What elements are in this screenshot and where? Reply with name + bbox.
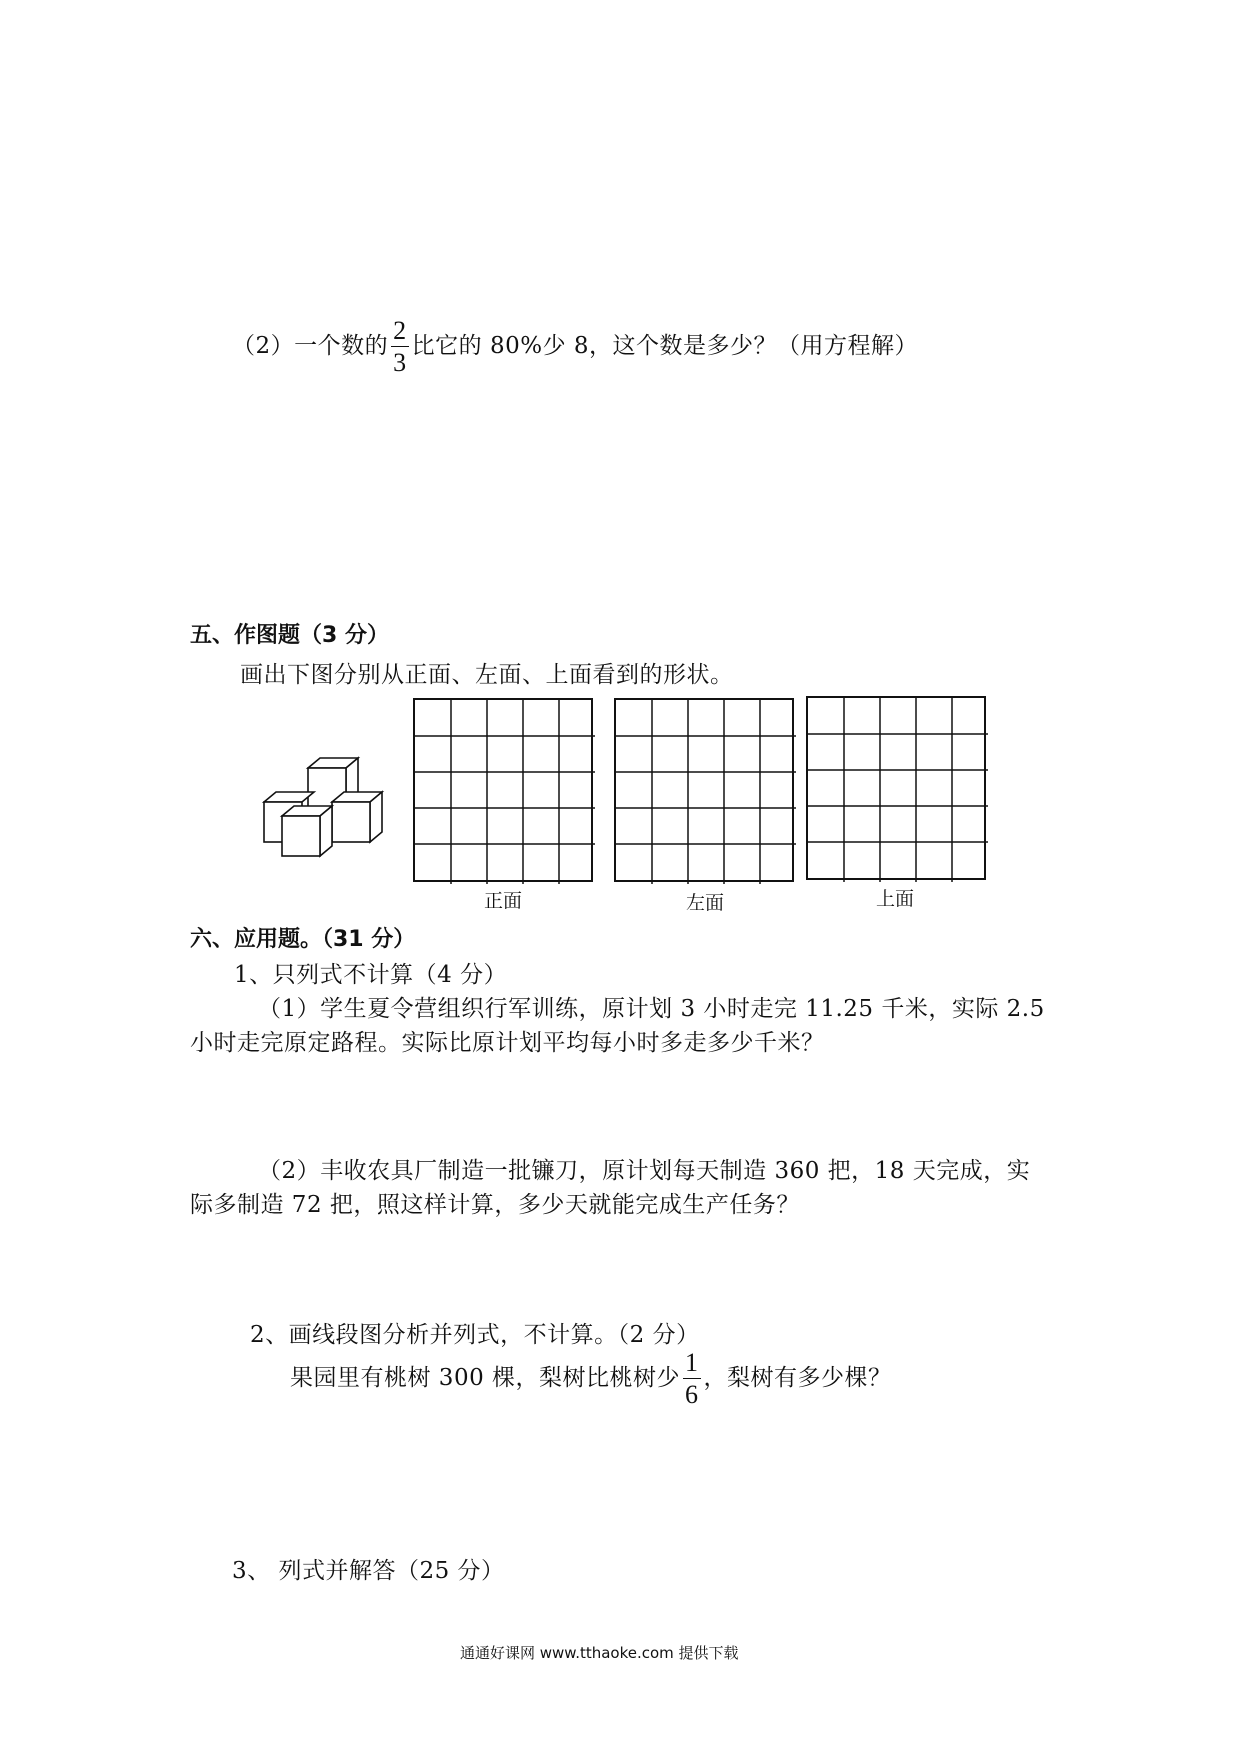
q3-title: 3、 列式并解答（25 分） [232, 1558, 505, 1584]
left-grid-lines [616, 700, 796, 884]
front-view-caption: 正面 [484, 890, 523, 912]
q1-2-line2: 际多制造 72 把，照这样计算，多少天就能完成生产任务？ [190, 1192, 800, 1218]
q2-problem [290, 1350, 892, 1408]
q2-suffix: ，梨树有多少棵？ [703, 1365, 892, 1391]
left-view-grid[interactable] [614, 698, 794, 882]
fraction-two-thirds: $\frac{2}{3}$ [393, 316, 407, 377]
top-view-grid[interactable] [806, 696, 986, 880]
fraction-one-sixth: $\frac{1}{6}$ [685, 1348, 699, 1409]
top-grid-lines [808, 698, 988, 882]
section-5-instruction: 画出下图分别从正面、左面、上面看到的形状。 [240, 662, 734, 688]
q2-title: 2、画线段图分析并列式，不计算。（2 分） [250, 1322, 700, 1348]
front-grid-lines [415, 700, 595, 884]
q2-prefix: 果园里有桃树 300 棵，梨树比桃树少 [290, 1365, 681, 1391]
cube-figure [262, 752, 402, 862]
section-6-title: 六、应用题。（31 分） [190, 927, 416, 952]
front-view-grid[interactable] [413, 698, 593, 882]
q1-2-line1: （2）丰收农具厂制造一批镰刀，原计划每天制造 360 把，18 天完成，实 [258, 1158, 1031, 1184]
q1-1-line1: （1）学生夏令营组织行军训练，原计划 3 小时走完 11.25 千米，实际 2.5 [258, 996, 1045, 1022]
footer-credit: 通通好课网 www.tthaoke.com 提供下载 [460, 1644, 739, 1662]
q4-2-prefix: （2）一个数的 [232, 333, 389, 359]
question-4-2 [232, 318, 918, 376]
q1-title: 1、只列式不计算（4 分） [234, 962, 508, 988]
section-5-title: 五、作图题（3 分） [190, 623, 389, 648]
q4-2-suffix: 比它的 80%少 8，这个数是多少？（用方程解） [411, 333, 919, 359]
top-view-caption: 上面 [876, 888, 915, 910]
q1-1-line2: 小时走完原定路程。实际比原计划平均每小时多走多少千米？ [190, 1030, 825, 1056]
left-view-caption: 左面 [686, 892, 725, 914]
